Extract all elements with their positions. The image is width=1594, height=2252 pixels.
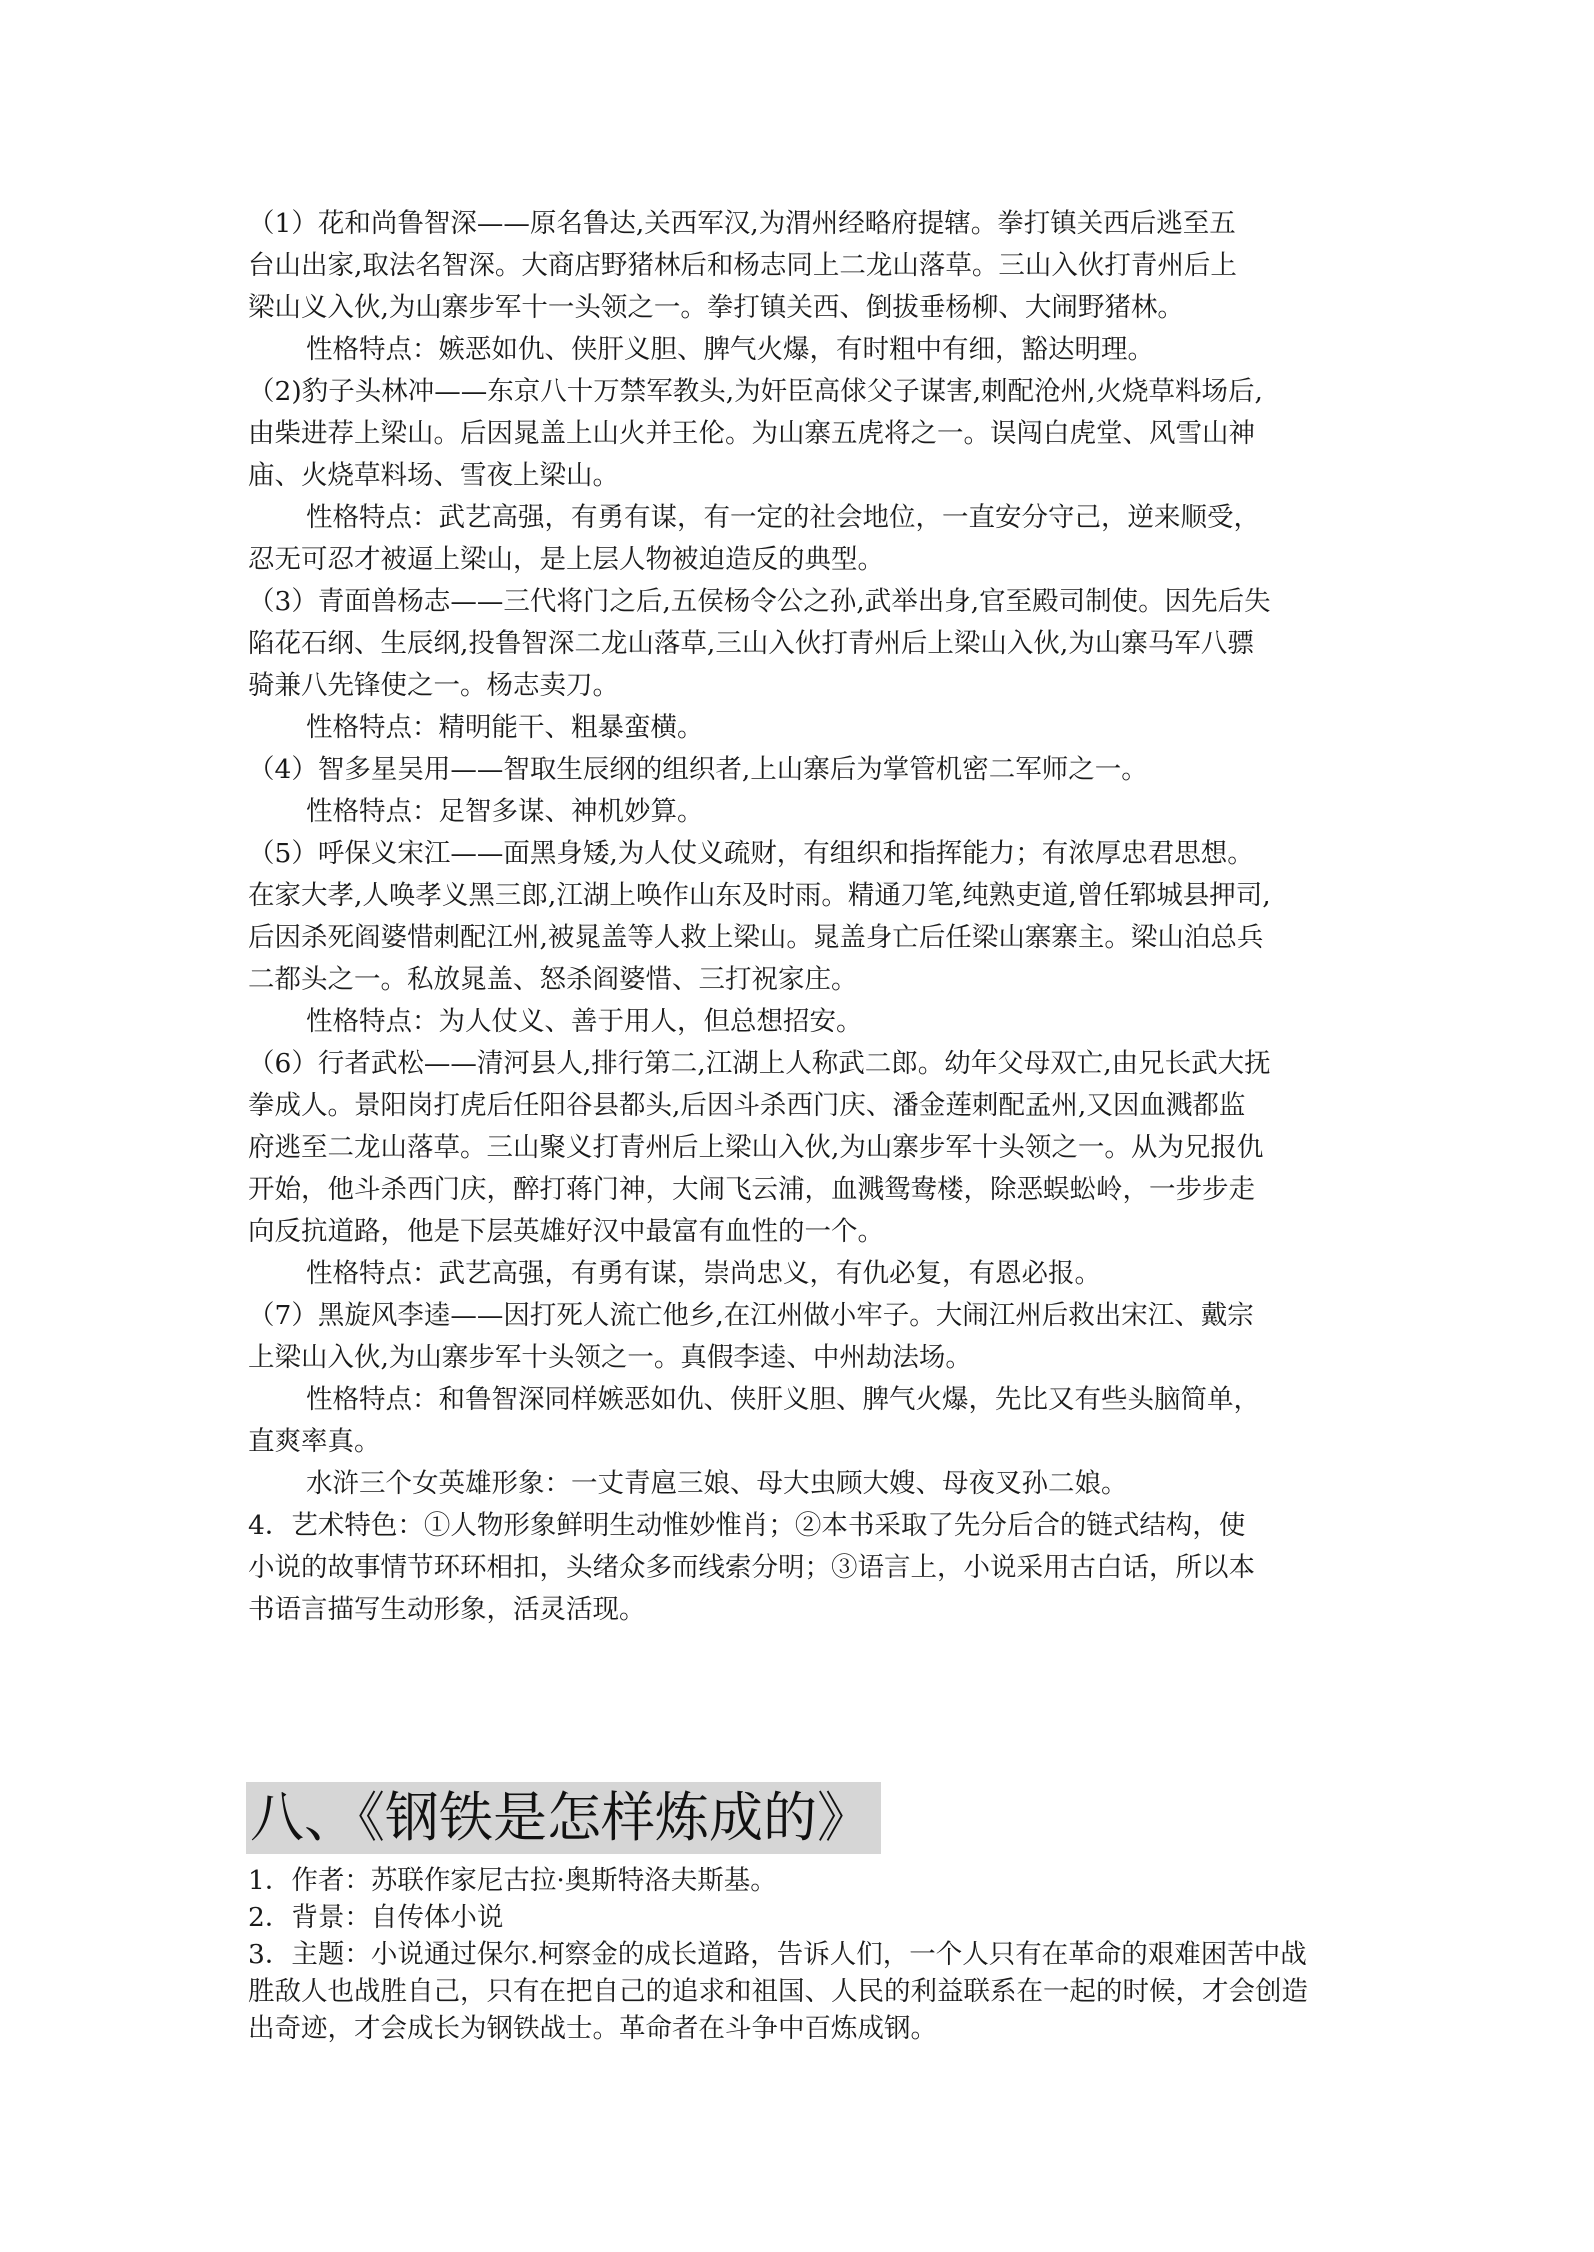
text-line: 性格特点：精明能干、粗暴蛮横。: [306, 712, 704, 743]
steel-novel-section: [248, 1862, 1358, 2047]
text-line: 梁山义入伙,为山寨步军十一头领之一。拳打镇关西、倒拔垂杨柳、大闹野猪林。: [248, 292, 1184, 323]
text-line: 上梁山入伙,为山寨步军十头领之一。真假李逵、中州劫法场。: [248, 1342, 972, 1373]
text-line: （7）黑旋风李逵——因打死人流亡他乡,在江州做小牢子。大闹江州后救出宋江、戴宗: [248, 1300, 1254, 1331]
text-line: 性格特点：足智多谋、神机妙算。: [306, 796, 704, 827]
text-line: 向反抗道路，他是下层英雄好汉中最富有血性的一个。: [248, 1216, 884, 1247]
text-line: （4）智多星吴用——智取生辰纲的组织者,上山寨后为掌管机密二军师之一。: [248, 754, 1148, 785]
shuihu-character-section: [248, 203, 1358, 1631]
text-line: 1．作者：苏联作家尼古拉·奥斯特洛夫斯基。: [248, 1865, 777, 1896]
text-line: 性格特点：和鲁智深同样嫉恶如仇、侠肝义胆、脾气火爆，先比又有些头脑简单，: [306, 1384, 1260, 1415]
text-line: 府逃至二龙山落草。三山聚义打青州后上梁山入伙,为山寨步军十头领之一。从为兄报仇: [248, 1132, 1264, 1163]
text-line: 忍无可忍才被逼上梁山，是上层人物被迫造反的典型。: [248, 544, 884, 575]
text-line: 在家大孝,人唤孝义黑三郎,江湖上唤作山东及时雨。精通刀笔,纯熟吏道,曾任郓城县押司,: [248, 880, 1271, 911]
text-line: 水浒三个女英雄形象：一丈青扈三娘、母大虫顾大嫂、母夜叉孙二娘。: [306, 1468, 1128, 1499]
text-line: 后因杀死阎婆惜刺配江州,被晁盖等人救上梁山。晁盖身亡后任梁山寨寨主。梁山泊总兵: [248, 922, 1264, 953]
text-line: 4．艺术特色：①人物形象鲜明生动惟妙惟肖；②本书采取了先分后合的链式结构，使: [248, 1510, 1246, 1541]
text-line: （6）行者武松——清河县人,排行第二,江湖上人称武二郎。幼年父母双亡,由兄长武大抚: [248, 1048, 1271, 1079]
text-line: 二都头之一。私放晁盖、怒杀阎婆惜、三打祝家庄。: [248, 964, 858, 995]
text-line: 性格特点：嫉恶如仇、侠肝义胆、脾气火爆，有时粗中有细，豁达明理。: [306, 334, 1154, 365]
text-line: （5）呼保义宋江——面黑身矮,为人仗义疏财，有组织和指挥能力；有浓厚忠君思想。: [248, 838, 1254, 869]
text-line: （3）青面兽杨志——三代将门之后,五侯杨令公之孙,武举出身,官至殿司制使。因先后失: [248, 586, 1271, 617]
text-line: 出奇迹，才会成长为钢铁战士。革命者在斗争中百炼成钢。: [248, 2013, 937, 2044]
section-heading: 八、《钢铁是怎样炼成的》: [246, 1782, 881, 1854]
text-line: 开始，他斗杀西门庆，醉打蒋门神，大闹飞云浦，血溅鸳鸯楼，除恶蜈蚣岭，一步步走: [248, 1174, 1255, 1205]
text-line: 书语言描写生动形象，活灵活现。: [248, 1594, 646, 1625]
text-line: 直爽率真。: [248, 1426, 381, 1457]
text-line: 性格特点：武艺高强，有勇有谋，有一定的社会地位，一直安分守己，逆来顺受，: [306, 502, 1260, 533]
text-line: 小说的故事情节环环相扣，头绪众多而线索分明；③语言上，小说采用古白话，所以本: [248, 1552, 1255, 1583]
text-line: 骑兼八先锋使之一。杨志卖刀。: [248, 670, 619, 701]
text-line: 台山出家,取法名智深。大商店野猪林后和杨志同上二龙山落草。三山入伙打青州后上: [248, 250, 1237, 281]
text-line: 性格特点：武艺高强，有勇有谋，崇尚忠义，有仇必复，有恩必报。: [306, 1258, 1101, 1289]
text-line: 由柴进荐上梁山。后因晁盖上山火并王伦。为山寨五虎将之一。误闯白虎堂、风雪山神: [248, 418, 1255, 449]
text-line: 庙、火烧草料场、雪夜上梁山。: [248, 460, 619, 491]
text-line: 2．背景：自传体小说: [248, 1902, 504, 1933]
text-line: 陷花石纲、生辰纲,投鲁智深二龙山落草,三山入伙打青州后上梁山入伙,为山寨马军八骠: [248, 628, 1254, 659]
text-line: （2)豹子头林冲——东京八十万禁军教头,为奸臣高俅父子谋害,刺配沧州,火烧草料场后,: [248, 376, 1263, 407]
text-line: （1）花和尚鲁智深——原名鲁达,关西军汉,为渭州经略府提辖。拳打镇关西后逃至五: [248, 208, 1236, 239]
text-line: 性格特点：为人仗义、善于用人，但总想招安。: [306, 1006, 863, 1037]
text-line: 拳成人。景阳岗打虎后任阳谷县都头,后因斗杀西门庆、潘金莲刺配孟州,又因血溅都监: [248, 1090, 1246, 1121]
text-line: 3．主题：小说通过保尔.柯察金的成长道路，告诉人们，一个人只有在革命的艰难困苦中战: [248, 1939, 1307, 1970]
text-line: 胜敌人也战胜自己，只有在把自己的追求和祖国、人民的利益联系在一起的时候，才会创造: [248, 1976, 1308, 2007]
